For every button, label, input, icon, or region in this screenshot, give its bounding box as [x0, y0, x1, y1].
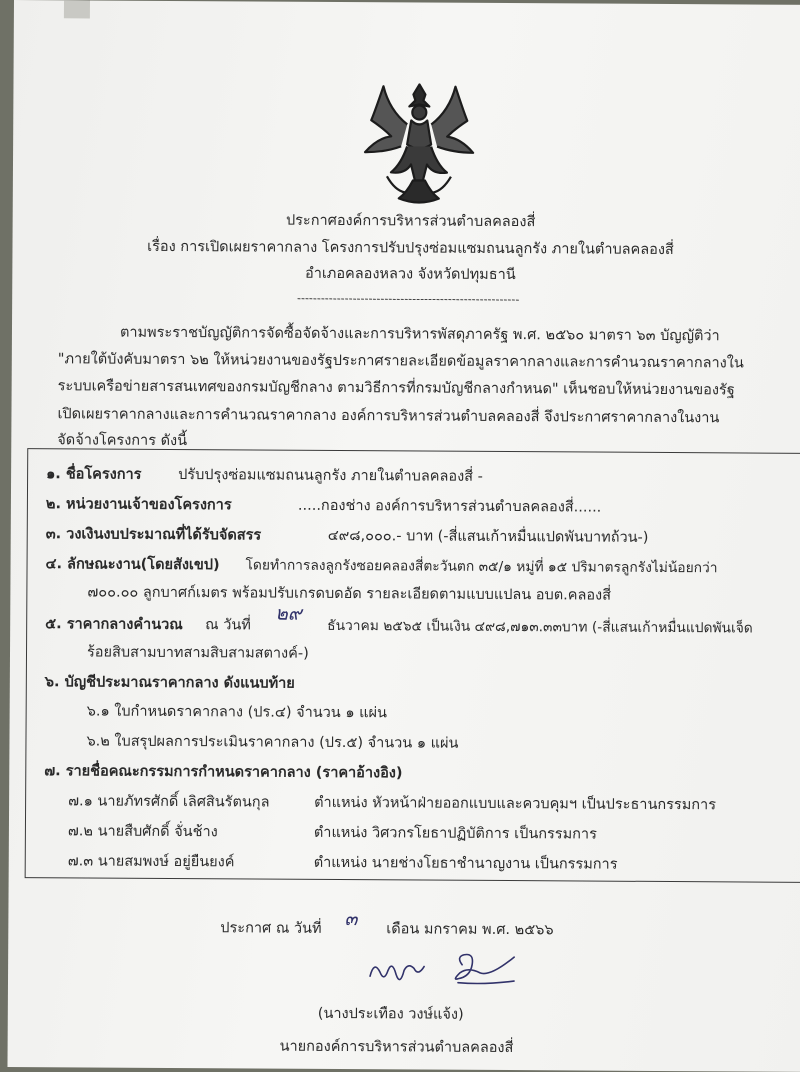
- item-2-value: .....กองช่าง องค์การบริหารส่วนตำบลคลองสี่......: [297, 497, 602, 516]
- item-5-prefix: ณ วันที่: [205, 617, 251, 634]
- item-1-value: ปรับปรุงซ่อมแซมถนนลูกรัง ภายในตำบลคลองสี่ -: [178, 467, 483, 485]
- item-6-1: ๖.๑ ใบกำหนดราคากลาง (ปร.๔) จำนวน ๑ แผ่น: [86, 703, 387, 722]
- item-3-label: ๓. วงเงินงบประมาณที่ได้รับจัดสรร: [45, 526, 262, 544]
- item-3-value: ๔๙๘,๐๐๐.- บาท (-สี่แสนเก้าหมื่นแปดพันบาทถ้วน-): [327, 527, 649, 546]
- signer-name: (นางประเทือง วงษ์แจ้ง): [317, 1005, 464, 1023]
- intro-line: ตามพระราชบัญญัติการจัดซื้อจัดจ้างและการบริหารพัสดุภาครัฐ พ.ศ. ๒๕๖๐ มาตรา ๖๓ บัญญัติว่า: [119, 324, 720, 345]
- org-title: ประกาศองค์การบริหารส่วนตำบลคลองสี่: [285, 212, 536, 231]
- announce-suffix: เดือน มกราคม พ.ศ. ๒๕๖๖: [386, 921, 554, 939]
- item-1-label: ๑. ชื่อโครงการ: [46, 466, 142, 483]
- intro-line: จัดจ้างโครงการ ดังนี้: [57, 432, 188, 450]
- item-7-label: ๗. รายชื่อคณะกรรมการกำหนดราคากลาง (ราคาอ้างอิง): [44, 763, 403, 782]
- item-5-label: ๕. ราคากลางคำนวณ: [45, 616, 183, 634]
- item-6-label: ๖. บัญชีประมาณราคากลาง ดังแนบท้าย: [44, 674, 295, 692]
- subject-line: เรื่อง การเปิดเผยราคากลาง โครงการปรับปรุงซ่อมแซมถนนลูกรัง ภายในตำบลคลองสี่: [147, 238, 674, 259]
- committee-position: ตำแหน่ง วิศวกรโยธาปฏิบัติการ เป็นกรรมการ: [313, 824, 597, 843]
- document-page: [7, 0, 800, 1072]
- intro-line: เปิดเผยราคากลางและการคำนวณราคากลาง องค์การบริหารส่วนตำบลคลองสี่ จึงประกาศราคากลางในงาน: [57, 406, 720, 427]
- signer-position: นายกองค์การบริหารส่วนตำบลคลองสี่: [279, 1038, 514, 1057]
- intro-line: "ภายใต้บังคับมาตรา ๖๒ ให้หน่วยงานของรัฐประกาศรายละเอียดข้อมูลราคากลางและการคำนวณราคากลางใน: [57, 351, 744, 372]
- divider-line: --------------------------------------------------------: [297, 291, 520, 307]
- page-fold: [64, 0, 90, 18]
- committee-name: ๗.๑ นายภัทรศักดิ์ เลิศสินรัตนกุล: [68, 793, 270, 811]
- committee-name: ๗.๒ นายสืบศักดิ์ จั่นช้าง: [67, 823, 218, 841]
- item-5-value-cont: ร้อยสิบสามบาทสามสิบสามสตางค์-): [86, 644, 309, 662]
- item-4-label: ๔. ลักษณะงาน(โดยสังเขป): [45, 556, 220, 574]
- garuda-emblem-icon: [361, 80, 478, 207]
- project-details-box: [25, 448, 800, 883]
- location-line: อำเภอคลองหลวง จังหวัดปทุมธานี: [304, 265, 516, 284]
- signature-mark: [364, 946, 524, 995]
- item-5-value: ธันวาคม ๒๕๖๕ เป็นเงิน ๔๙๘,๗๑๓.๓๓บาท (-สี่แสนเก้าหมื่นแปดพันเจ็ด: [327, 617, 753, 637]
- committee-position: ตำแหน่ง หัวหน้าฝ่ายออกแบบและควบคุมฯ เป็นประธานกรรมการ: [314, 794, 717, 814]
- item-4-value: โดยทำการลงลูกรังซอยคลองสี่ตะวันตก ๓๕/๑ หมู่ที่ ๑๕ ปริมาตรลูกรังไม่น้อยกว่า: [245, 557, 718, 577]
- committee-name: ๗.๓ นายสมพงษ์ อยู่ยืนยงค์: [67, 853, 235, 871]
- item-4-value-cont: ๗๐๐.๐๐ ลูกบาศก์เมตร พร้อมปรับเกรดบดอัด รายละเอียดตามแบบแปลน อบต.คลองสี่: [87, 584, 612, 604]
- item-6-2: ๖.๒ ใบสรุปผลการประเมินราคากลาง (ปร.๕) จำนวน ๑ แผ่น: [86, 733, 459, 752]
- announce-prefix: ประกาศ ณ วันที่: [220, 920, 322, 937]
- handwritten-day-2: ๓: [344, 908, 358, 931]
- item-2-label: ๒. หน่วยงานเจ้าของโครงการ: [45, 496, 232, 514]
- intro-line: ระบบเครือข่ายสารสนเทศของกรมบัญชีกลาง ตามวิธีการที่กรมบัญชีกลางกำหนด" เห็นชอบให้หน่วยงานของรัฐ: [57, 378, 735, 399]
- committee-position: ตำแหน่ง นายช่างโยธาชำนาญงาน เป็นกรรมการ: [313, 854, 618, 873]
- handwritten-day-1: ๒๙: [275, 602, 302, 625]
